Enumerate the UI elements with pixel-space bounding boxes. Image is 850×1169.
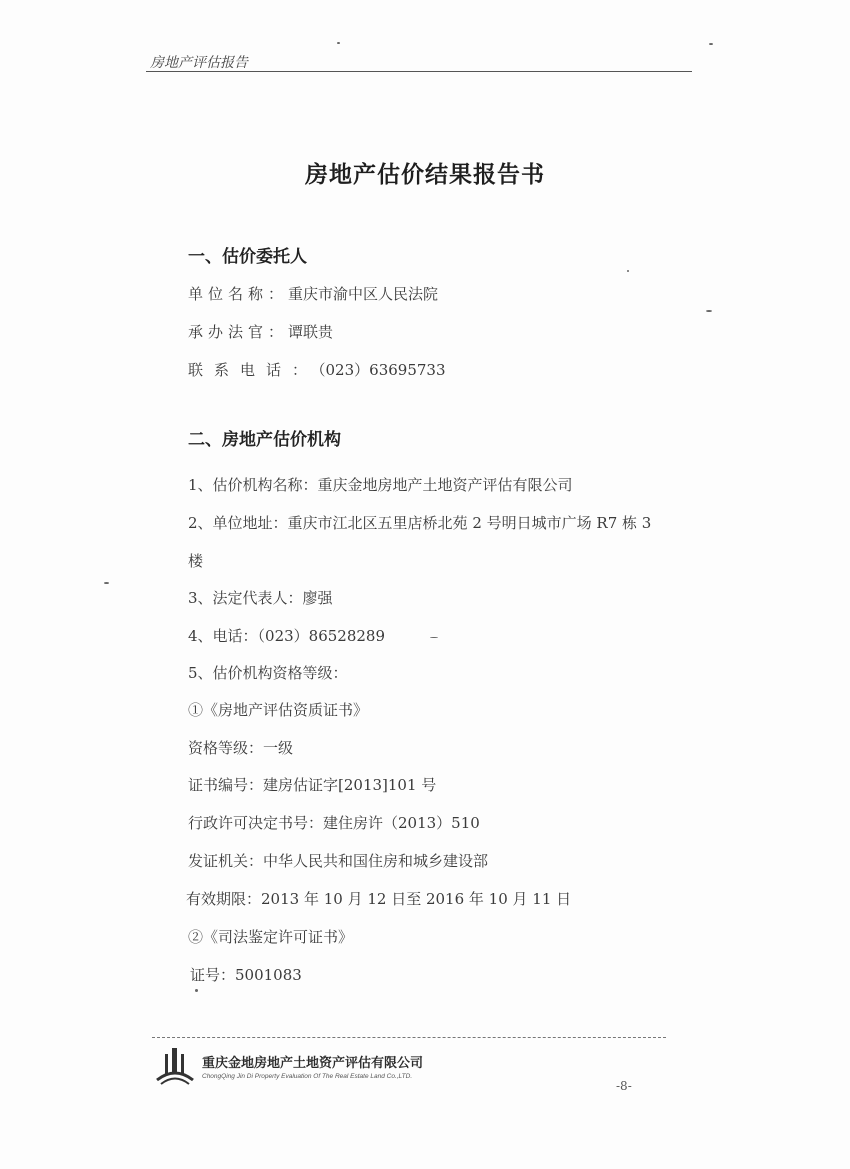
legal-rep-line: 3、法定代表人：廖强 (188, 589, 333, 607)
client-unit-line (188, 283, 438, 304)
scan-speck (709, 43, 713, 45)
judge-line (188, 321, 333, 342)
client-unit-label: 单位名称： (188, 285, 289, 303)
client-phone-label: 联系电话： (188, 361, 319, 379)
scan-speck (430, 637, 438, 638)
scan-speck (627, 270, 629, 272)
running-header: 房地产评估报告 (150, 55, 248, 71)
scan-speck (195, 989, 198, 992)
cert1-title: ①《房地产评估资质证书》 (188, 701, 369, 719)
issuer-line: 发证机关：中华人民共和国住房和城乡建设部 (188, 852, 489, 870)
validity-line: 有效期限：2013 年 10 月 12 日至 2016 年 10 月 11 日 (186, 890, 572, 908)
cert2-number-line: 证号：5001083 (190, 966, 302, 984)
judge-label: 承办法官： (188, 323, 289, 341)
agency-name-line: 1、估价机构名称：重庆金地房地产土地资产评估有限公司 (188, 476, 573, 494)
section-heading-agency: 二、房地产估价机构 (188, 430, 341, 450)
footer-rule (152, 1037, 666, 1038)
company-logo-icon (155, 1046, 195, 1086)
qualification-line: 5、估价机构资格等级： (188, 664, 348, 682)
judge-value: 谭联贵 (288, 323, 334, 341)
scan-speck (104, 582, 109, 584)
agency-phone-line: 4、电话：（023）86528289 (188, 627, 386, 645)
footer-company-name: 重庆金地房地产土地资产评估有限公司 (202, 1056, 424, 1071)
agency-address-cont: 楼 (188, 552, 204, 570)
scan-speck (337, 42, 340, 44)
cert2-title: ②《司法鉴定许可证书》 (188, 928, 354, 946)
header-rule (146, 71, 692, 72)
agency-address-line: 2、单位地址：重庆市江北区五里店桥北苑 2 号明日城市广场 R7 栋 3 (188, 514, 652, 532)
scan-speck (706, 310, 712, 312)
client-phone-value: （023）63695733 (318, 361, 446, 379)
grade-line: 资格等级：一级 (188, 739, 294, 757)
document-title: 房地产估价结果报告书 (305, 162, 545, 188)
client-phone-line (188, 359, 446, 380)
section-heading-client: 一、估价委托人 (188, 247, 307, 267)
footer-company-english: ChongQing Jin Di Property Evaluation Of The Real Estate Land Co.,LTD. (202, 1073, 413, 1080)
admin-permit-line: 行政许可决定书号：建住房许（2013）510 (188, 814, 480, 832)
page-number: -8- (616, 1079, 632, 1093)
client-unit-value: 重庆市渝中区人民法院 (288, 285, 439, 303)
cert-number-line: 证书编号：建房估证字[2013]101 号 (188, 776, 437, 794)
